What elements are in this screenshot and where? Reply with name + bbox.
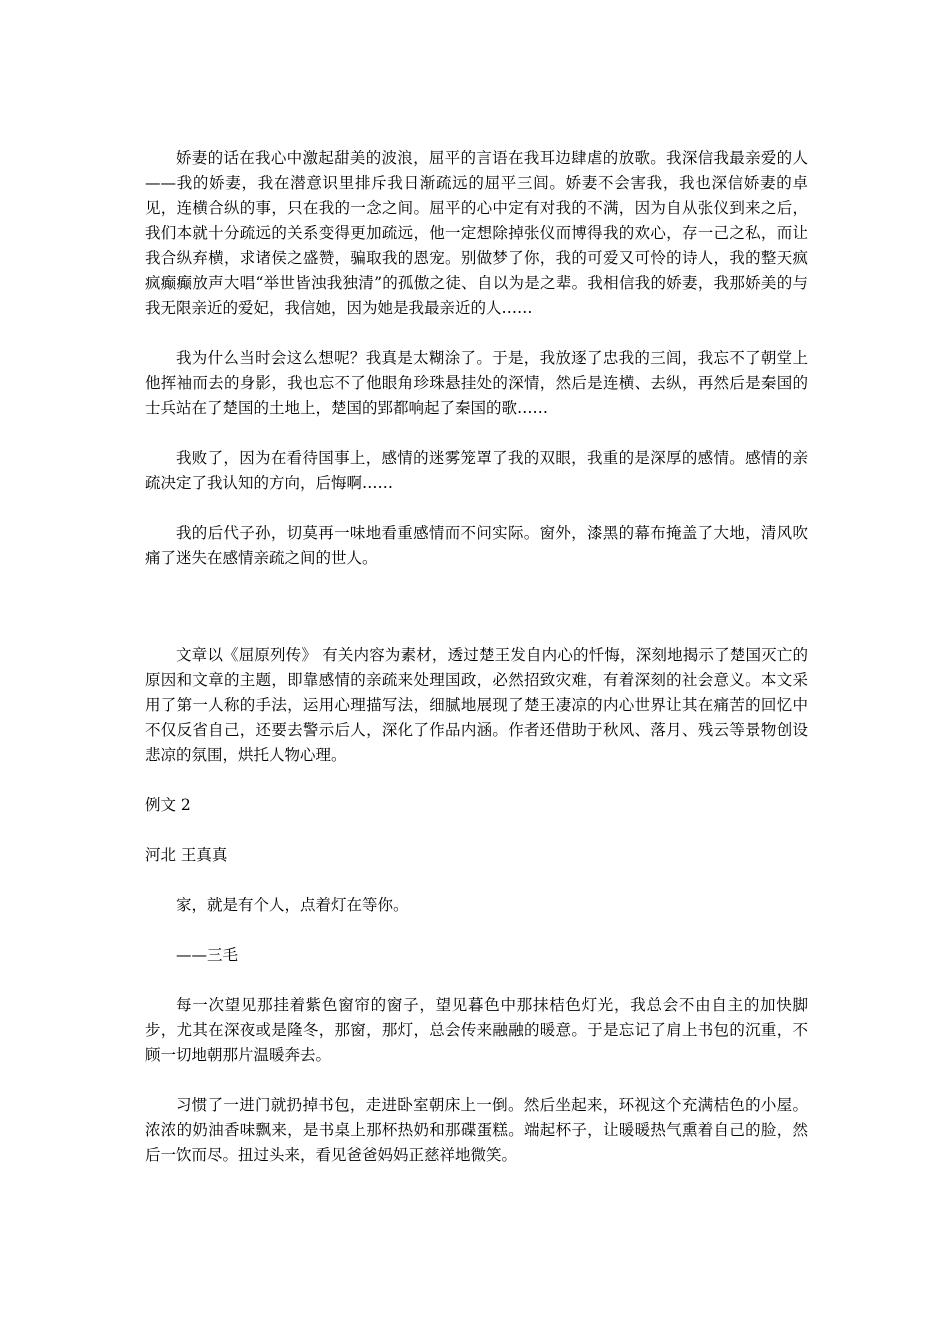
story-paragraph-4: 我的后代子孙，切莫再一味地看重感情而不问实际。窗外，漆黑的幕布掩盖了大地，清风吹痛了迷失在感情亲疏之间的世人。 (145, 524, 808, 567)
author-line: 河北 王真真 (145, 846, 228, 864)
epigraph-source: ——三毛 (176, 946, 239, 964)
story-paragraph-3: 我败了，因为在看待国事上，感情的迷雾笼罩了我的双眼，我重的是深厚的感情。感情的亲疏决定了我认知的方向，后悔啊…… (145, 449, 808, 492)
story-paragraph-2: 我为什么当时会这么想呢？我真是太糊涂了。于是，我放逐了忠我的三闾，我忘不了朝堂上他挥袖而去的身影，我也忘不了他眼角珍珠悬挂处的深情，然后是连横、去纵，再然后是秦国的士兵站在了楚国的土地上，楚国的郢都响起了秦国的歌…… (145, 349, 808, 417)
example-paragraph-2: 习惯了一进门就扔掉书包，走进卧室朝床上一倒。然后坐起来，环视这个充满桔色的小屋。浓浓的奶油香味飘来，是书桌上那杯热奶和那碟蛋糕。端起杯子，让暖暖热气熏着自己的脸，然后一饮而尽。扭过头来，看见爸爸妈妈正慈祥地微笑。 (145, 1096, 808, 1164)
document-page (145, 146, 808, 1168)
epigraph: 家，就是有个人，点着灯在等你。 (176, 896, 409, 914)
story-paragraph-1: 娇妻的话在我心中激起甜美的波浪，屈平的言语在我耳边肆虐的放歌。我深信我最亲爱的人——我的娇妻，我在潜意识里排斥我日渐疏远的屈平三闾。娇妻不会害我，我也深信娇妻的卓见，连横合纵的事，只在我的一念之间。屈平的心中定有对我的不满，因为自从张仪到来之后，我们本就十分疏远的关系变得更加疏远，他一定想除掉张仪而博得我的欢心，存一己之私，而让我合纵弃横，求诸侯之盛赞，骗取我的恩宠。别做梦了你，我的可爱又可怜的诗人，我的整天疯疯癫癫放声大唱“举世皆浊我独清”的孤傲之徒、自以为是之辈。我相信我的娇妻，我那娇美的与我无限亲近的爱妃，我信她，因为她是我最亲近的人…… (145, 149, 808, 317)
commentary-paragraph: 文章以《屈原列传》 有关内容为素材，透过楚王发自内心的忏悔，深刻地揭示了楚国灭亡的原因和文章的主题，即靠感情的亲疏来处理国政，必然招致灾难，有着深刻的社会意义。本文采用了第一人称的手法，运用心理描写法，细腻地展现了楚王凄凉的内心世界让其在痛苦的回忆中不仅反省自己，还要去警示后人，深化了作品内涵。作者还借助于秋风、落月、残云等景物创设悲凉的氛围，烘托人物心理。 (145, 646, 808, 764)
example-heading: 例文 2 (145, 796, 191, 814)
example-paragraph-1: 每一次望见那挂着紫色窗帘的窗子，望见暮色中那抹桔色灯光，我总会不由自主的加快脚步，尤其在深夜或是隆冬，那窗，那灯，总会传来融融的暖意。于是忘记了肩上书包的沉重，不顾一切地朝那片温暖奔去。 (145, 996, 808, 1064)
